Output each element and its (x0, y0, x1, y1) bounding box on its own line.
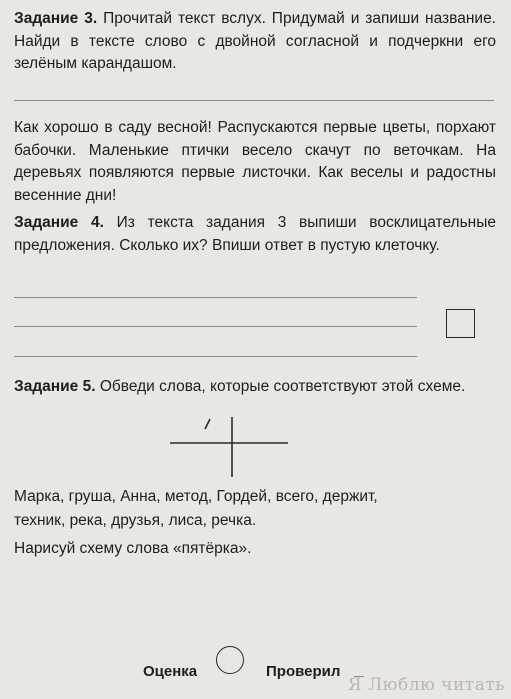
task5-words-line-1: Марка, груша, Анна, метод, Гордей, всего, держит, (14, 488, 378, 505)
task5-instruction (14, 376, 496, 399)
task3-text: Как хорошо в саду весной! Распускаются первые цветы, порхают бабочки. Маленькие птички весело скачут по веточкам. На деревьях появляются первые листочки. Как веселы и радостны весенние дни! (14, 119, 496, 204)
task4-answer-line-2[interactable] (14, 326, 417, 327)
watermark: Я Люблю читать (347, 675, 505, 695)
task5-words-line-2: техник, река, друзья, лиса, речка. (14, 512, 257, 529)
task4-answer-box[interactable] (446, 309, 475, 338)
word-scheme-diagram (170, 417, 290, 479)
task3-instruction (14, 8, 496, 76)
task5-title: Задание 5. (14, 378, 96, 395)
grade-circle[interactable] (216, 646, 244, 674)
grade-label: Оценка (143, 663, 198, 680)
task5-instruction-text: Обведи слова, которые соответствуют этой схеме. (99, 378, 466, 395)
scheme-stress-mark (205, 419, 210, 429)
task3-title-answer-line[interactable] (14, 100, 494, 101)
task4-answer-line-3[interactable] (14, 356, 417, 357)
task3-title: Задание 3. (14, 10, 98, 27)
task4-instruction-text: Из текста задания 3 выпиши восклицательные предложения. Сколько их? Впиши ответ в пустую клеточку. (14, 214, 496, 254)
checked-label: Проверил (266, 663, 341, 680)
task5-draw-instruction: Нарисуй схему слова «пятёрка». (14, 540, 252, 557)
task3-instruction-text: Прочитай текст вслух. Придумай и запиши название. Найди в тексте слово с двойной согласной и подчеркни его зелёным карандашом. (14, 10, 496, 72)
task4-answer-line-1[interactable] (14, 297, 417, 298)
task4-title: Задание 4. (14, 214, 104, 231)
task4-instruction (14, 212, 496, 257)
